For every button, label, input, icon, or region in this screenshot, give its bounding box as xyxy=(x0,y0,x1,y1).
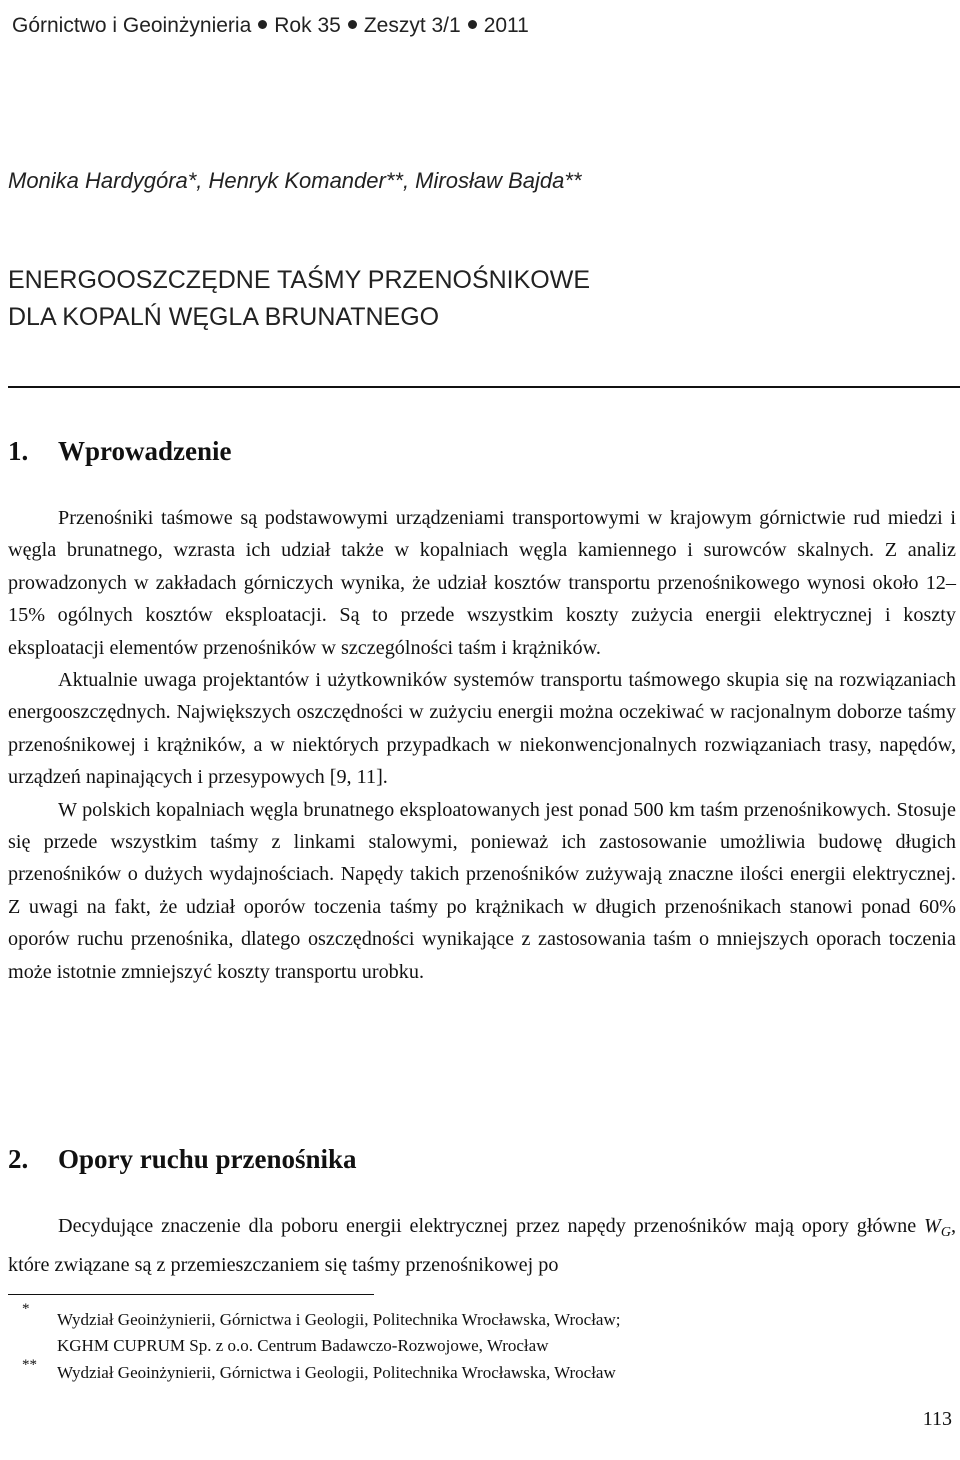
bullet-dot-icon xyxy=(348,20,357,29)
footnote-line-1: Wydział Geoinżynierii, Górnictwa i Geologii, Politechnika Wrocławska, Wrocław; xyxy=(57,1310,621,1329)
journal-issue: Zeszyt 3/1 xyxy=(363,14,461,37)
footnote-mark-2: ** xyxy=(22,1357,37,1373)
section-1-heading xyxy=(8,436,232,467)
author-list: Monika Hardygóra*, Henryk Komander**, Mirosław Bajda** xyxy=(8,168,582,193)
footnote-line-2: KGHM CUPRUM Sp. z o.o. Centrum Badawczo-Rozwojowe, Wrocław xyxy=(57,1336,549,1355)
paragraph-text-end: , które związane są z przemieszczaniem się taśmy przenośnikowej po xyxy=(8,1215,956,1277)
bullet-dot-icon xyxy=(258,20,267,29)
section-2-title: Opory ruchu przenośnika xyxy=(58,1144,357,1174)
section-1-body xyxy=(8,502,956,988)
paragraph: W polskich kopalniach węgla brunatnego eksploatowanych jest ponad 500 km taśm przenośnikowych. Stosuje się przede wszystkim taśmy z linkami stalowymi, ponieważ ich zastosowanie umożliwia budowę długich przenośników o dużych wydajnościach. Napędy takich przenośników zużywają znaczne ilości energii elektrycznej. Z uwagi na fakt, że udział oporów toczenia taśmy po krążnikach w długich przenośnikach stanowi ponad 60% oporów ruchu przenośnika, dlatego oszczędności wynikające z zastosowania taśm o mniejszych oporach toczenia może istotnie zmniejszyć koszty transportu urobku. xyxy=(8,798,956,983)
section-2-body xyxy=(8,1210,956,1282)
footnote-mark-1: * xyxy=(22,1301,30,1317)
journal-name: Górnictwo i Geoinżynieria xyxy=(12,14,252,37)
running-header xyxy=(12,14,529,38)
section-2-number: 2. xyxy=(8,1144,29,1174)
publication-year: 2011 xyxy=(483,14,529,37)
article-title xyxy=(8,262,590,336)
footnote-line-3: Wydział Geoinżynierii, Górnictwa i Geologii, Politechnika Wrocławska, Wrocław xyxy=(57,1363,616,1382)
title-line-1: ENERGOOSZCZĘDNE TAŚMY PRZENOŚNIKOWE xyxy=(8,266,591,294)
footnote-divider xyxy=(8,1294,374,1295)
journal-year: Rok 35 xyxy=(274,14,341,37)
resistance-symbol-subscript: G xyxy=(940,1225,951,1240)
resistance-symbol: W xyxy=(924,1215,941,1237)
paragraph: Przenośniki taśmowe są podstawowymi urządzeniami transportowymi w krajowym górnictwie rud miedzi i węgla brunatnego, wzrasta ich udział także w kopalniach węgla kamiennego i surowców skalnych. Z analiz prowadzonych w zakładach górniczych wynika, że udział kosztów transportu przenośnikowego wynosi około 12–15% ogólnych kosztów eksploatacji. Są to przede wszystkim koszty zużycia energii elektrycznej i koszty eksploatacji elementów przenośników w szczególności taśm i krążników. xyxy=(8,507,956,659)
paragraph xyxy=(8,1210,956,1282)
section-2-heading xyxy=(8,1144,357,1175)
title-line-2: DLA KOPALŃ WĘGLA BRUNATNEGO xyxy=(8,303,440,331)
bullet-dot-icon xyxy=(468,20,477,29)
title-divider xyxy=(8,386,960,388)
section-1-number: 1. xyxy=(8,436,29,466)
section-1-title: Wprowadzenie xyxy=(58,436,232,466)
paragraph: Aktualnie uwaga projektantów i użytkowników systemów transportu taśmowego skupia się na rozwiązaniach energooszczędnych. Największych oszczędności w zużyciu energii można oczekiwać w racjonalnym doborze taśmy przenośnikowej i krążników, a w niektórych przypadkach w niekonwencjonalnych rozwiązaniach trasy, napędów, urządzeń napinających i przesypowych [9, 11]. xyxy=(8,669,956,789)
page-number: 113 xyxy=(922,1408,952,1430)
paragraph-text-start: Decydujące znaczenie dla poboru energii elektrycznej przez napędy przenośników mają opory główne xyxy=(58,1215,924,1237)
